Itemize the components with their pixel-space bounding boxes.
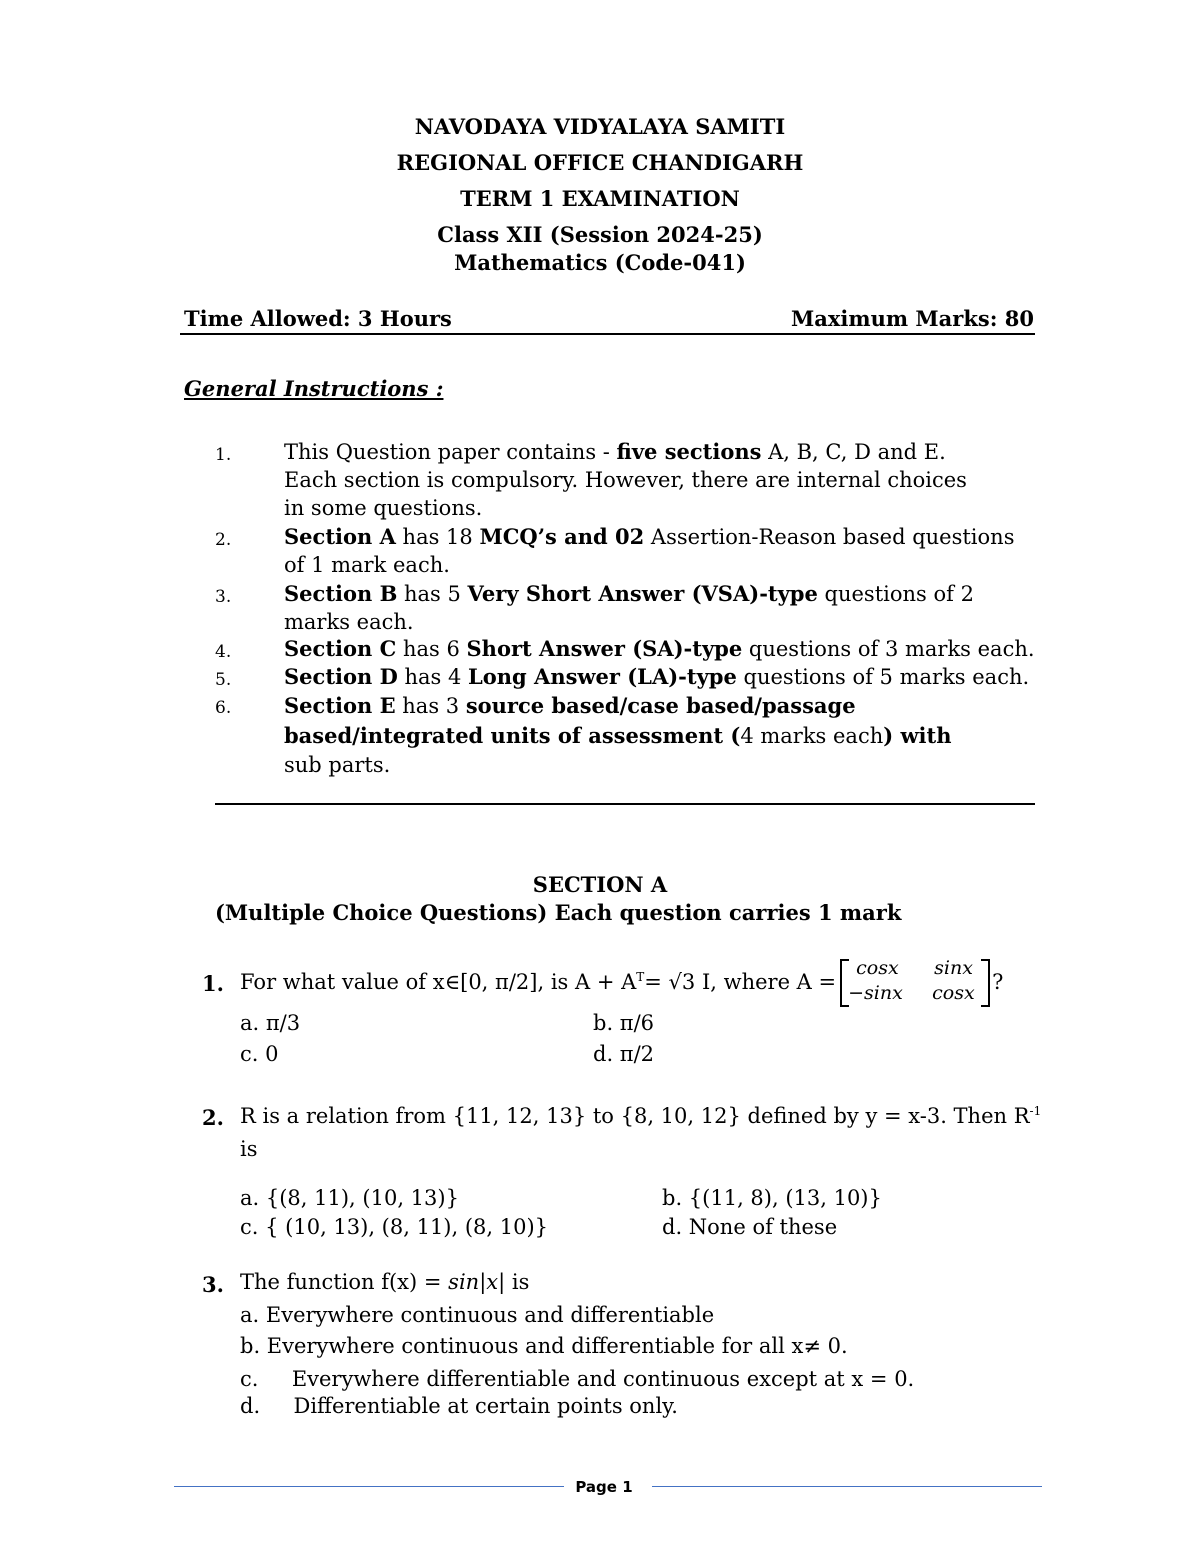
header-line-3: TERM 1 EXAMINATION xyxy=(460,186,740,211)
question-number: 1. xyxy=(202,971,224,996)
question-text-line-2: is xyxy=(240,1137,258,1161)
option-d: d. π/2 xyxy=(593,1042,655,1066)
question-text: For what value of x∈ [0, π/2] , is A + A $^T$ = √3 I, where A = cosx sinx −sinx cosx ? xyxy=(240,957,1003,1007)
option-d: d. None of these xyxy=(662,1215,838,1239)
option-c: c. 0 xyxy=(240,1042,279,1066)
question-number: 3. xyxy=(202,1272,224,1297)
instruction-number: 6. xyxy=(215,698,232,718)
question-text: R is a relation from {11, 12, 13} to {8, 10, 12} defined by y = x-3. Then $R^{-1}$ xyxy=(240,1104,1042,1128)
matrix: cosx sinx −sinx cosx xyxy=(840,957,990,1007)
question-text: The function f(x) = sin|x| is xyxy=(240,1270,530,1294)
header-rule xyxy=(180,333,1035,335)
option-a: a. π/3 xyxy=(240,1011,301,1035)
instruction-text: Section A has 18 MCQ’s and 02 Assertion-Reason based questions of 1 mark each. xyxy=(284,524,1015,577)
instruction-text: Section E has 3 source based/case based/passage based/integrated units of assessment (4 marks each) with sub parts. xyxy=(284,693,952,777)
instruction-text: Section B has 5 Very Short Answer (VSA)-type questions of 2 marks each. xyxy=(284,581,974,634)
header-line-5: Mathematics (Code-041) xyxy=(454,250,746,275)
header-line-4: Class XII (Session 2024-25) xyxy=(437,222,763,247)
instructions-rule xyxy=(215,803,1035,805)
time-allowed: Time Allowed: 3 Hours xyxy=(184,306,452,331)
section-a-subtitle: (Multiple Choice Questions) Each question carries 1 mark xyxy=(215,900,902,925)
instruction-number: 4. xyxy=(215,642,232,662)
instruction-number: 2. xyxy=(215,530,232,550)
question-number: 2. xyxy=(202,1105,224,1130)
option-a: a. Everywhere continuous and differentiable xyxy=(240,1303,715,1327)
option-b: b. Everywhere continuous and differentiable for all x≠ 0. xyxy=(240,1334,848,1358)
instruction-number: 5. xyxy=(215,670,232,690)
page-number: Page 1 xyxy=(575,1478,633,1496)
option-b: b. {(11, 8), (13, 10)} xyxy=(662,1186,882,1210)
header-line-1: NAVODAYA VIDYALAYA SAMITI xyxy=(414,114,786,139)
footer-rule-left xyxy=(174,1486,564,1487)
instructions-title: General Instructions : xyxy=(184,376,444,401)
option-c: c. { (10, 13), (8, 11), (8, 10)} xyxy=(240,1215,549,1239)
section-a-title: SECTION A xyxy=(532,872,668,897)
header-line-2: REGIONAL OFFICE CHANDIGARH xyxy=(396,150,804,175)
instruction-text: Section C has 6 Short Answer (SA)-type questions of 3 marks each. xyxy=(284,636,1035,661)
footer-rule-right xyxy=(652,1486,1042,1487)
option-c: c. Everywhere differentiable and continuous except at x = 0. xyxy=(240,1367,915,1391)
instruction-text: This Question paper contains - five sections A, B, C, D and E. Each section is compulsory. However, there are internal choices in some questions. xyxy=(284,439,967,520)
instruction-number: 1. xyxy=(215,445,232,465)
instruction-number: 3. xyxy=(215,587,232,607)
option-a: a. {(8, 11), (10, 13)} xyxy=(240,1186,459,1210)
instruction-text: Section D has 4 Long Answer (LA)-type questions of 5 marks each. xyxy=(284,664,1030,689)
maximum-marks: Maximum Marks: 80 xyxy=(791,306,1034,331)
option-b: b. π/6 xyxy=(593,1011,655,1035)
option-d: d. Differentiable at certain points only. xyxy=(240,1394,678,1418)
